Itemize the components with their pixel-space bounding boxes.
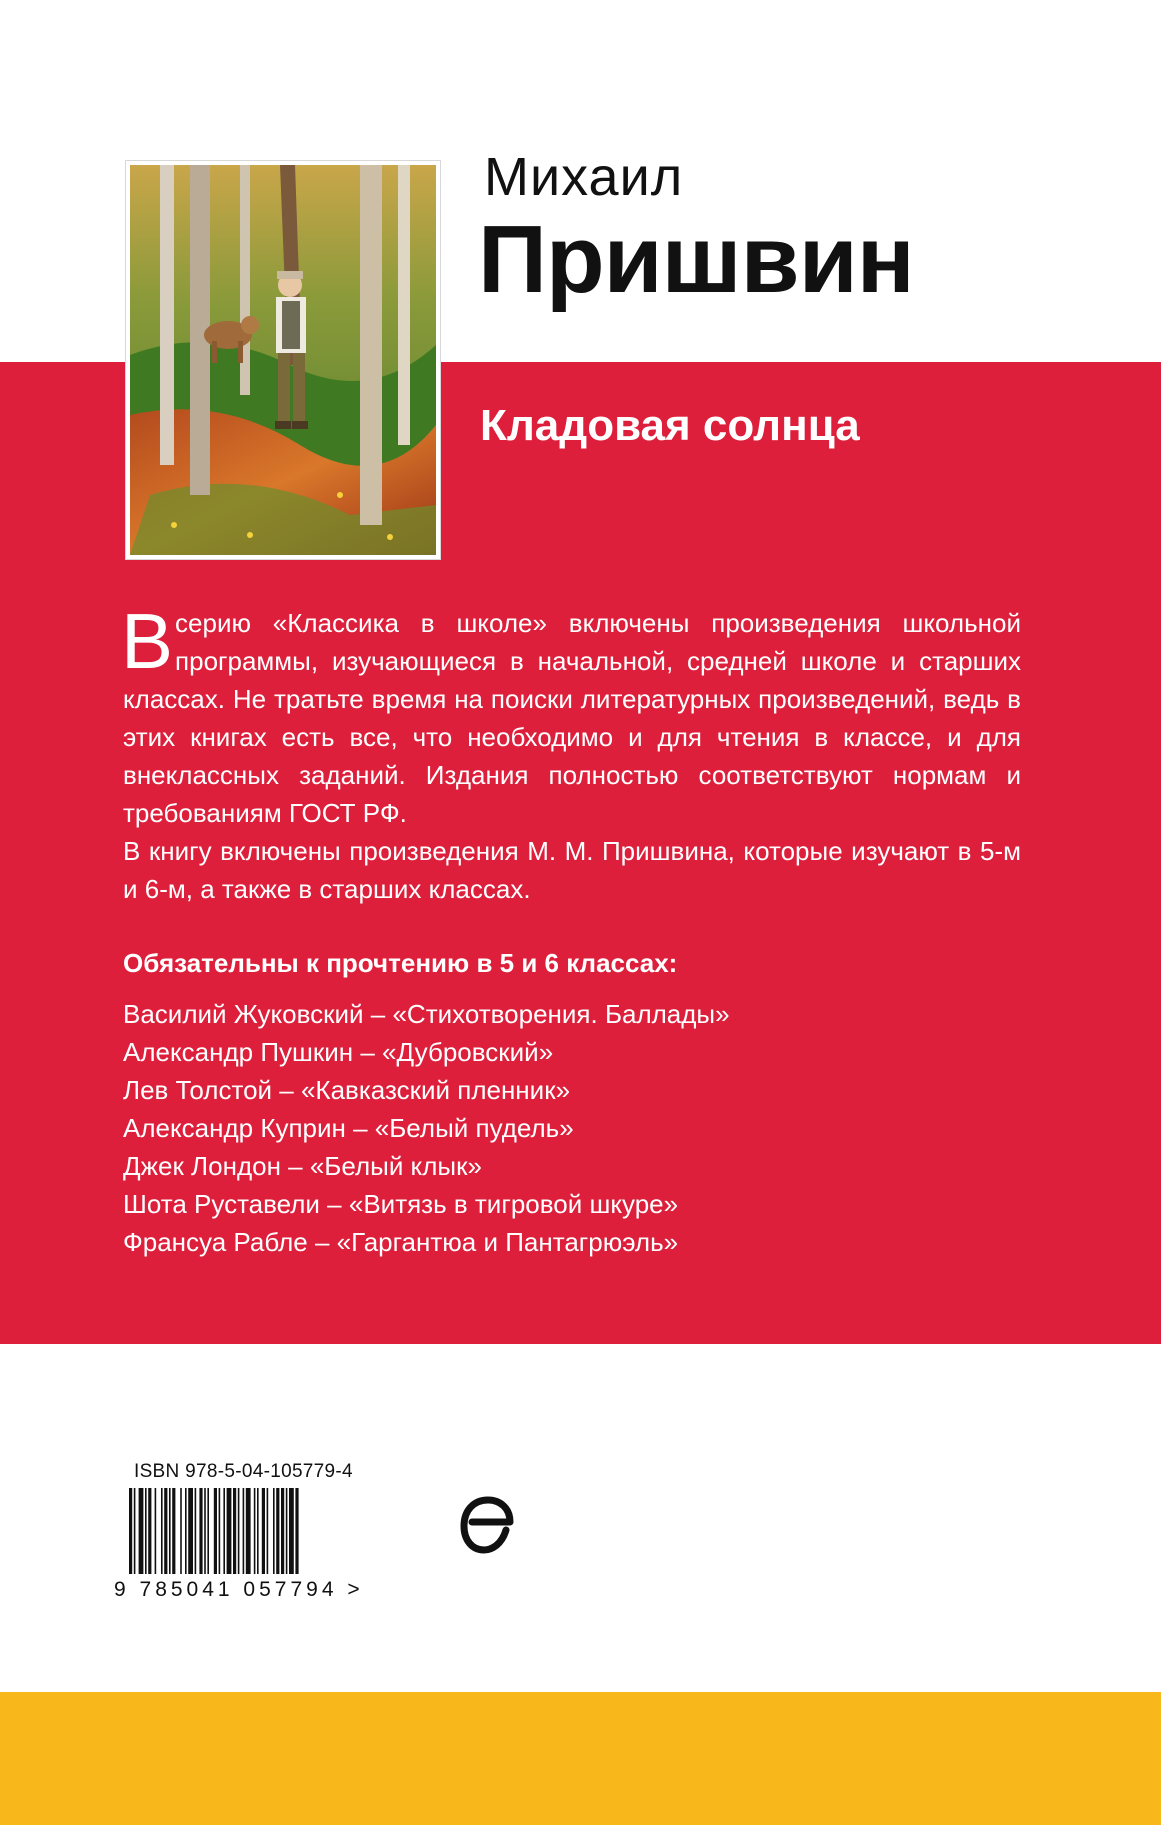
barcode-bar [238, 1488, 240, 1574]
barcode-bar [148, 1488, 151, 1574]
barcode-bar [207, 1488, 209, 1574]
book-title: Кладовая солнца [480, 401, 860, 450]
cover-illustration [126, 161, 440, 559]
barcode-bar [286, 1488, 288, 1574]
barcode-bar [227, 1488, 232, 1574]
barcode-bar [214, 1488, 217, 1574]
list-item: Шота Руставели – «Витязь в тигровой шкуре» [123, 1189, 679, 1219]
barcode-bar [219, 1488, 221, 1574]
barcode-bar [204, 1488, 206, 1574]
barcode-bar [161, 1488, 163, 1574]
barcode-icon [127, 1488, 379, 1574]
barcode-bar [243, 1488, 245, 1574]
list-item: Лев Толстой – «Кавказский пленник» [123, 1075, 571, 1105]
author-first-name: Михаил [484, 147, 684, 207]
barcode-bar [188, 1488, 193, 1574]
description-paragraph-2: В книгу включены произведения М. М. Пришвина, которые изучают в 5-м и 6-м, а также в старших классах. [123, 836, 1021, 904]
barcode-bar [185, 1488, 187, 1574]
required-reading-heading: Обязательны к прочтению в 5 и 6 классах: [123, 948, 678, 978]
list-item: Александр Куприн – «Белый пудель» [123, 1113, 574, 1143]
list-item: Джек Лондон – «Белый клык» [123, 1151, 482, 1181]
list-item: Василий Жуковский – «Стихотворения. Баллады» [123, 999, 730, 1029]
barcode-bar [145, 1488, 147, 1574]
publisher-logo-icon [458, 1488, 518, 1560]
barcode-bar [273, 1488, 275, 1574]
barcode-bar [155, 1488, 157, 1574]
barcode-bar [295, 1488, 298, 1574]
barcode-bar [134, 1488, 136, 1574]
barcode-bar [169, 1488, 171, 1574]
barcode-bar [254, 1488, 256, 1574]
barcode-bar [139, 1488, 144, 1574]
barcode-bar [129, 1488, 132, 1574]
barcode-bar [164, 1488, 167, 1574]
barcode-bar [233, 1488, 236, 1574]
yellow-band [0, 1692, 1161, 1825]
list-item: Франсуа Рабле – «Гаргантюа и Пантагрюэль» [123, 1227, 679, 1257]
barcode-bar [223, 1488, 225, 1574]
description-paragraph-1 [121, 597, 1021, 832]
barcode-bar [246, 1488, 251, 1574]
barcode-bar [199, 1488, 202, 1574]
barcode-bar [281, 1488, 284, 1574]
painting-boy-with-dog-image [130, 165, 436, 555]
barcode-bar [195, 1488, 197, 1574]
barcode-bar [262, 1488, 265, 1574]
barcode-digits: 9 785041 057794 > [114, 1578, 364, 1601]
barcode-bar [267, 1488, 269, 1574]
series-description [121, 597, 1021, 908]
barcode-bar [289, 1488, 294, 1574]
drop-cap: В [121, 597, 174, 685]
isbn-label: ISBN 978-5-04-105779-4 [134, 1461, 353, 1482]
required-reading-list [123, 995, 730, 1261]
barcode-bar [276, 1488, 279, 1574]
barcode-bar [172, 1488, 175, 1574]
description-paragraph-1-text: серию «Классика в школе» включены произведения школьной программы, изучающиеся в начальной, средней школе и старших классах. Не тратьте время на поиски литературных произведений, ведь в этих книгах есть все, что необходимо и для чтения в классе, и для внеклассных заданий. Издания полностью соответствуют нормам и требованиям ГОСТ РФ. [123, 608, 1021, 828]
barcode-bar [180, 1488, 182, 1574]
barcode-bar [257, 1488, 259, 1574]
list-item: Александр Пушкин – «Дубровский» [123, 1037, 554, 1067]
author-last-name: Пришвин [478, 206, 914, 313]
